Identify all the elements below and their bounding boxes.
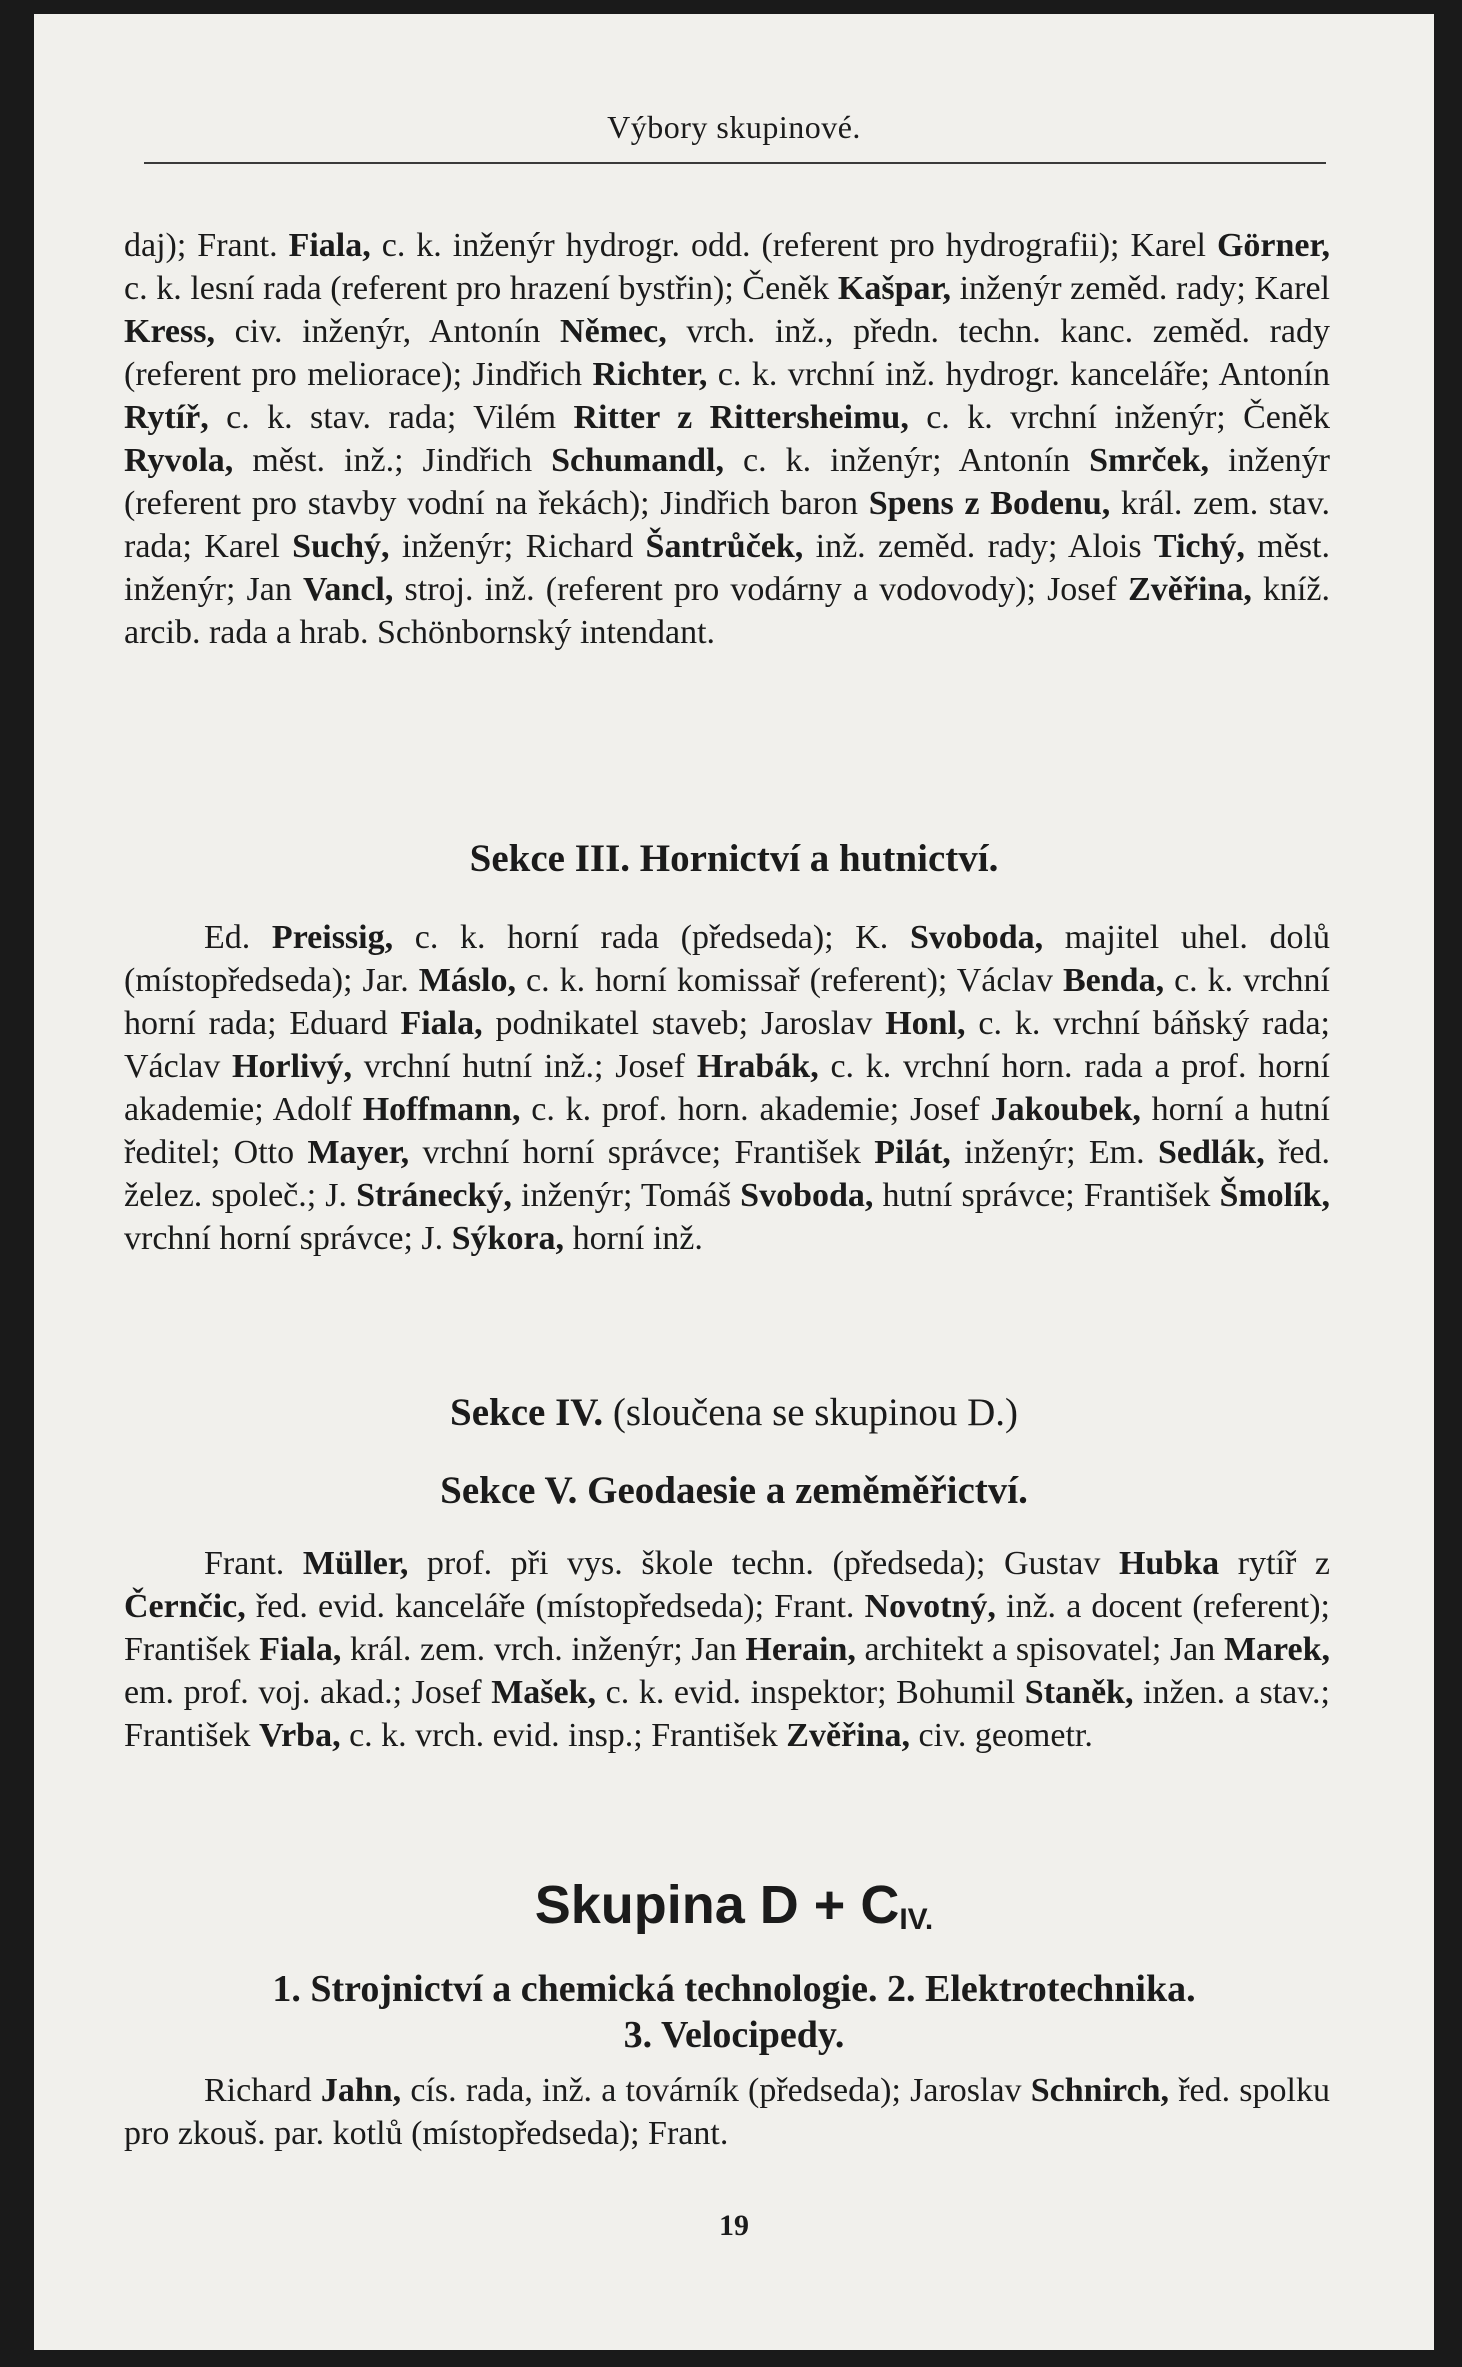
group-subtitle-line2: 3. Velocipedy. — [623, 2014, 845, 2056]
member-name: Smrček, — [1089, 442, 1210, 479]
group-title-main: Skupina D + C — [534, 1875, 900, 1935]
section2-member-list — [124, 224, 1330, 654]
member-name: Šantrůček, — [645, 528, 804, 565]
member-name: Hrabák, — [696, 1048, 819, 1085]
member-description: Richard — [204, 2072, 321, 2109]
member-description: inž. zeměd. rady; Alois — [803, 528, 1154, 565]
section3-member-list — [124, 916, 1330, 1260]
member-name: Horlivý, — [232, 1048, 352, 1085]
member-description: c. k. inženýr hydrogr. odd. (referent pro hydrografii); Karel — [370, 227, 1217, 264]
member-description: hutní správce; František — [873, 1177, 1220, 1214]
member-name: Hubka — [1118, 1545, 1220, 1582]
member-description: c. k. stav. rada; Vilém — [208, 399, 574, 436]
member-description: majitel uhel. dolů (místopředseda); Jar. — [124, 919, 1330, 999]
member-description: civ. inženýr, Antonín — [214, 313, 561, 350]
member-description: em. prof. voj. akad.; Josef — [124, 1674, 492, 1711]
member-name: Fiala, — [259, 1631, 342, 1668]
member-description: král. zem. vrch. inženýr; Jan — [341, 1631, 746, 1668]
member-name: Novotný, — [864, 1588, 996, 1625]
member-description: řed. spolku pro zkouš. par. kotlů (místopředseda); Frant. — [124, 2072, 1330, 2152]
member-description: cís. rada, inž. a továrník (předseda); Jaroslav — [401, 2072, 1031, 2109]
group-subtitle — [124, 1966, 1344, 2058]
member-name: Máslo, — [418, 962, 517, 999]
member-name: Tichý, — [1153, 528, 1245, 565]
member-name: Sedlák, — [1157, 1134, 1265, 1171]
header-rule — [144, 162, 1326, 164]
member-name: Vrba, — [259, 1717, 341, 1754]
member-name: Černčic, — [124, 1588, 246, 1625]
member-name: Görner, — [1216, 227, 1330, 264]
member-name: Ritter z Rittersheimu, — [573, 399, 909, 436]
member-name: Suchý, — [292, 528, 390, 565]
member-name: Müller, — [302, 1545, 409, 1582]
member-name: Svoboda, — [740, 1177, 874, 1214]
member-name: Ryvola, — [124, 442, 234, 479]
member-description: c. k. vrchní báňský rada; Václav — [124, 1005, 1330, 1085]
member-description: c. k. lesní rada (referent pro hrazení bystřin); Čeněk — [124, 270, 838, 307]
member-name: Pilát, — [874, 1134, 951, 1171]
member-description: inženýr; Em. — [950, 1134, 1158, 1171]
section4-heading — [34, 1390, 1434, 1435]
member-description: c. k. prof. horn. akademie; Josef — [520, 1091, 991, 1128]
member-description: inž. a docent (referent); František — [124, 1588, 1330, 1668]
member-description: c. k. inženýr; Antonín — [724, 442, 1090, 479]
member-name: Fiala, — [288, 227, 371, 264]
group-subtitle-line1: 1. Strojnictví a chemická technologie. 2. Elektrotechnika. — [272, 1968, 1196, 2010]
running-head: Výbory skupinové. — [607, 109, 861, 145]
member-name: Sýkora, — [451, 1220, 565, 1257]
book-page — [34, 14, 1434, 2350]
member-name: Spens z Bodenu, — [868, 485, 1111, 522]
member-name: Schumandl, — [551, 442, 724, 479]
member-description: architekt a spisovatel; Jan — [855, 1631, 1224, 1668]
member-description: horní inž. — [564, 1220, 703, 1257]
member-name: Kress, — [124, 313, 215, 350]
member-name: Mayer, — [307, 1134, 410, 1171]
member-name: Zvěřina, — [786, 1717, 910, 1754]
section4-heading-title: Sekce IV. — [450, 1391, 604, 1434]
section5-member-list — [124, 1542, 1330, 1757]
member-description: c. k. evid. inspektor; Bohumil — [596, 1674, 1025, 1711]
member-name: Svoboda, — [909, 919, 1044, 956]
member-description: inžen. a stav.; František — [124, 1674, 1330, 1754]
member-description: měst. inženýr; Jan — [124, 528, 1330, 608]
member-description: Frant. — [204, 1545, 303, 1582]
group-title-subscript: IV. — [899, 1903, 934, 1936]
member-name: Hoffmann, — [362, 1091, 521, 1128]
member-description: c. k. vrchní horn. rada a prof. horní akademie; Adolf — [124, 1048, 1330, 1128]
section5-heading: Sekce V. Geodaesie a zeměměřictví. — [440, 1469, 1028, 1512]
member-name: Zvěřina, — [1128, 571, 1252, 608]
member-description: horní a hutní ředitel; Otto — [124, 1091, 1330, 1171]
member-description: vrchní horní správce; František — [409, 1134, 875, 1171]
member-name: Jahn, — [320, 2072, 402, 2109]
member-description: daj); Frant. — [124, 227, 289, 264]
member-description: stroj. inž. (referent pro vodárny a vodovody); Josef — [393, 571, 1129, 608]
member-name: Honl, — [885, 1005, 966, 1042]
member-description: král. zem. stav. rada; Karel — [124, 485, 1330, 565]
member-description: inženýr (referent pro stavby vodní na řekách); Jindřich baron — [124, 442, 1330, 522]
member-description: měst. inž.; Jindřich — [233, 442, 552, 479]
member-description: inženýr; Tomáš — [511, 1177, 741, 1214]
member-name: Jakoubek, — [990, 1091, 1141, 1128]
group-title — [34, 1874, 1434, 1936]
member-name: Fiala, — [400, 1005, 483, 1042]
member-name: Šmolík, — [1219, 1177, 1330, 1214]
section4-heading-note: (sloučena se skupinou D.) — [612, 1391, 1018, 1434]
member-description: vrchní horní správce; J. — [124, 1220, 452, 1257]
member-name: Rytíř, — [124, 399, 209, 436]
member-name: Stránecký, — [356, 1177, 512, 1214]
member-description: vrch. inž., předn. techn. kanc. zeměd. rady (referent pro meliorace); Jindřich — [124, 313, 1330, 393]
member-name: Benda, — [1063, 962, 1165, 999]
page-number: 19 — [719, 2209, 749, 2242]
member-name: Preissig, — [271, 919, 394, 956]
member-name: Schnirch, — [1030, 2072, 1169, 2109]
member-name: Vancl, — [303, 571, 394, 608]
member-description: řed. želez. společ.; J. — [124, 1134, 1330, 1214]
member-description: Ed. — [204, 919, 272, 956]
member-description: kníž. arcib. rada a hrab. Schönbornský intendant. — [124, 571, 1331, 651]
member-description: vrchní hutní inž.; Josef — [351, 1048, 697, 1085]
member-description: c. k. horní rada (předseda); K. — [393, 919, 910, 956]
member-description: podnikatel staveb; Jaroslav — [482, 1005, 886, 1042]
member-description: c. k. vrchní inženýr; Čeněk — [908, 399, 1330, 436]
member-name: Staněk, — [1024, 1674, 1134, 1711]
member-name: Kašpar, — [837, 270, 951, 307]
member-description: civ. geometr. — [910, 1717, 1093, 1754]
member-description: c. k. vrchní inž. hydrogr. kanceláře; Antonín — [707, 356, 1330, 393]
group-member-list — [124, 2069, 1330, 2155]
member-description: řed. evid. kanceláře (místopředseda); Frant. — [245, 1588, 865, 1625]
member-name: Richter, — [592, 356, 708, 393]
member-name: Herain, — [745, 1631, 856, 1668]
member-description: inženýr; Richard — [389, 528, 646, 565]
member-description: c. k. horní komissař (referent); Václav — [516, 962, 1063, 999]
member-name: Marek, — [1223, 1631, 1331, 1668]
member-description: c. k. vrch. evid. insp.; František — [340, 1717, 787, 1754]
member-description: rytíř z — [1219, 1545, 1330, 1582]
member-description: c. k. vrchní horní rada; Eduard — [124, 962, 1331, 1042]
member-name: Mašek, — [491, 1674, 597, 1711]
member-name: Němec, — [560, 313, 667, 350]
member-description: prof. při vys. škole techn. (předseda); Gustav — [408, 1545, 1119, 1582]
section3-heading: Sekce III. Hornictví a hutnictví. — [469, 837, 999, 880]
member-description: inženýr zeměd. rady; Karel — [950, 270, 1330, 307]
